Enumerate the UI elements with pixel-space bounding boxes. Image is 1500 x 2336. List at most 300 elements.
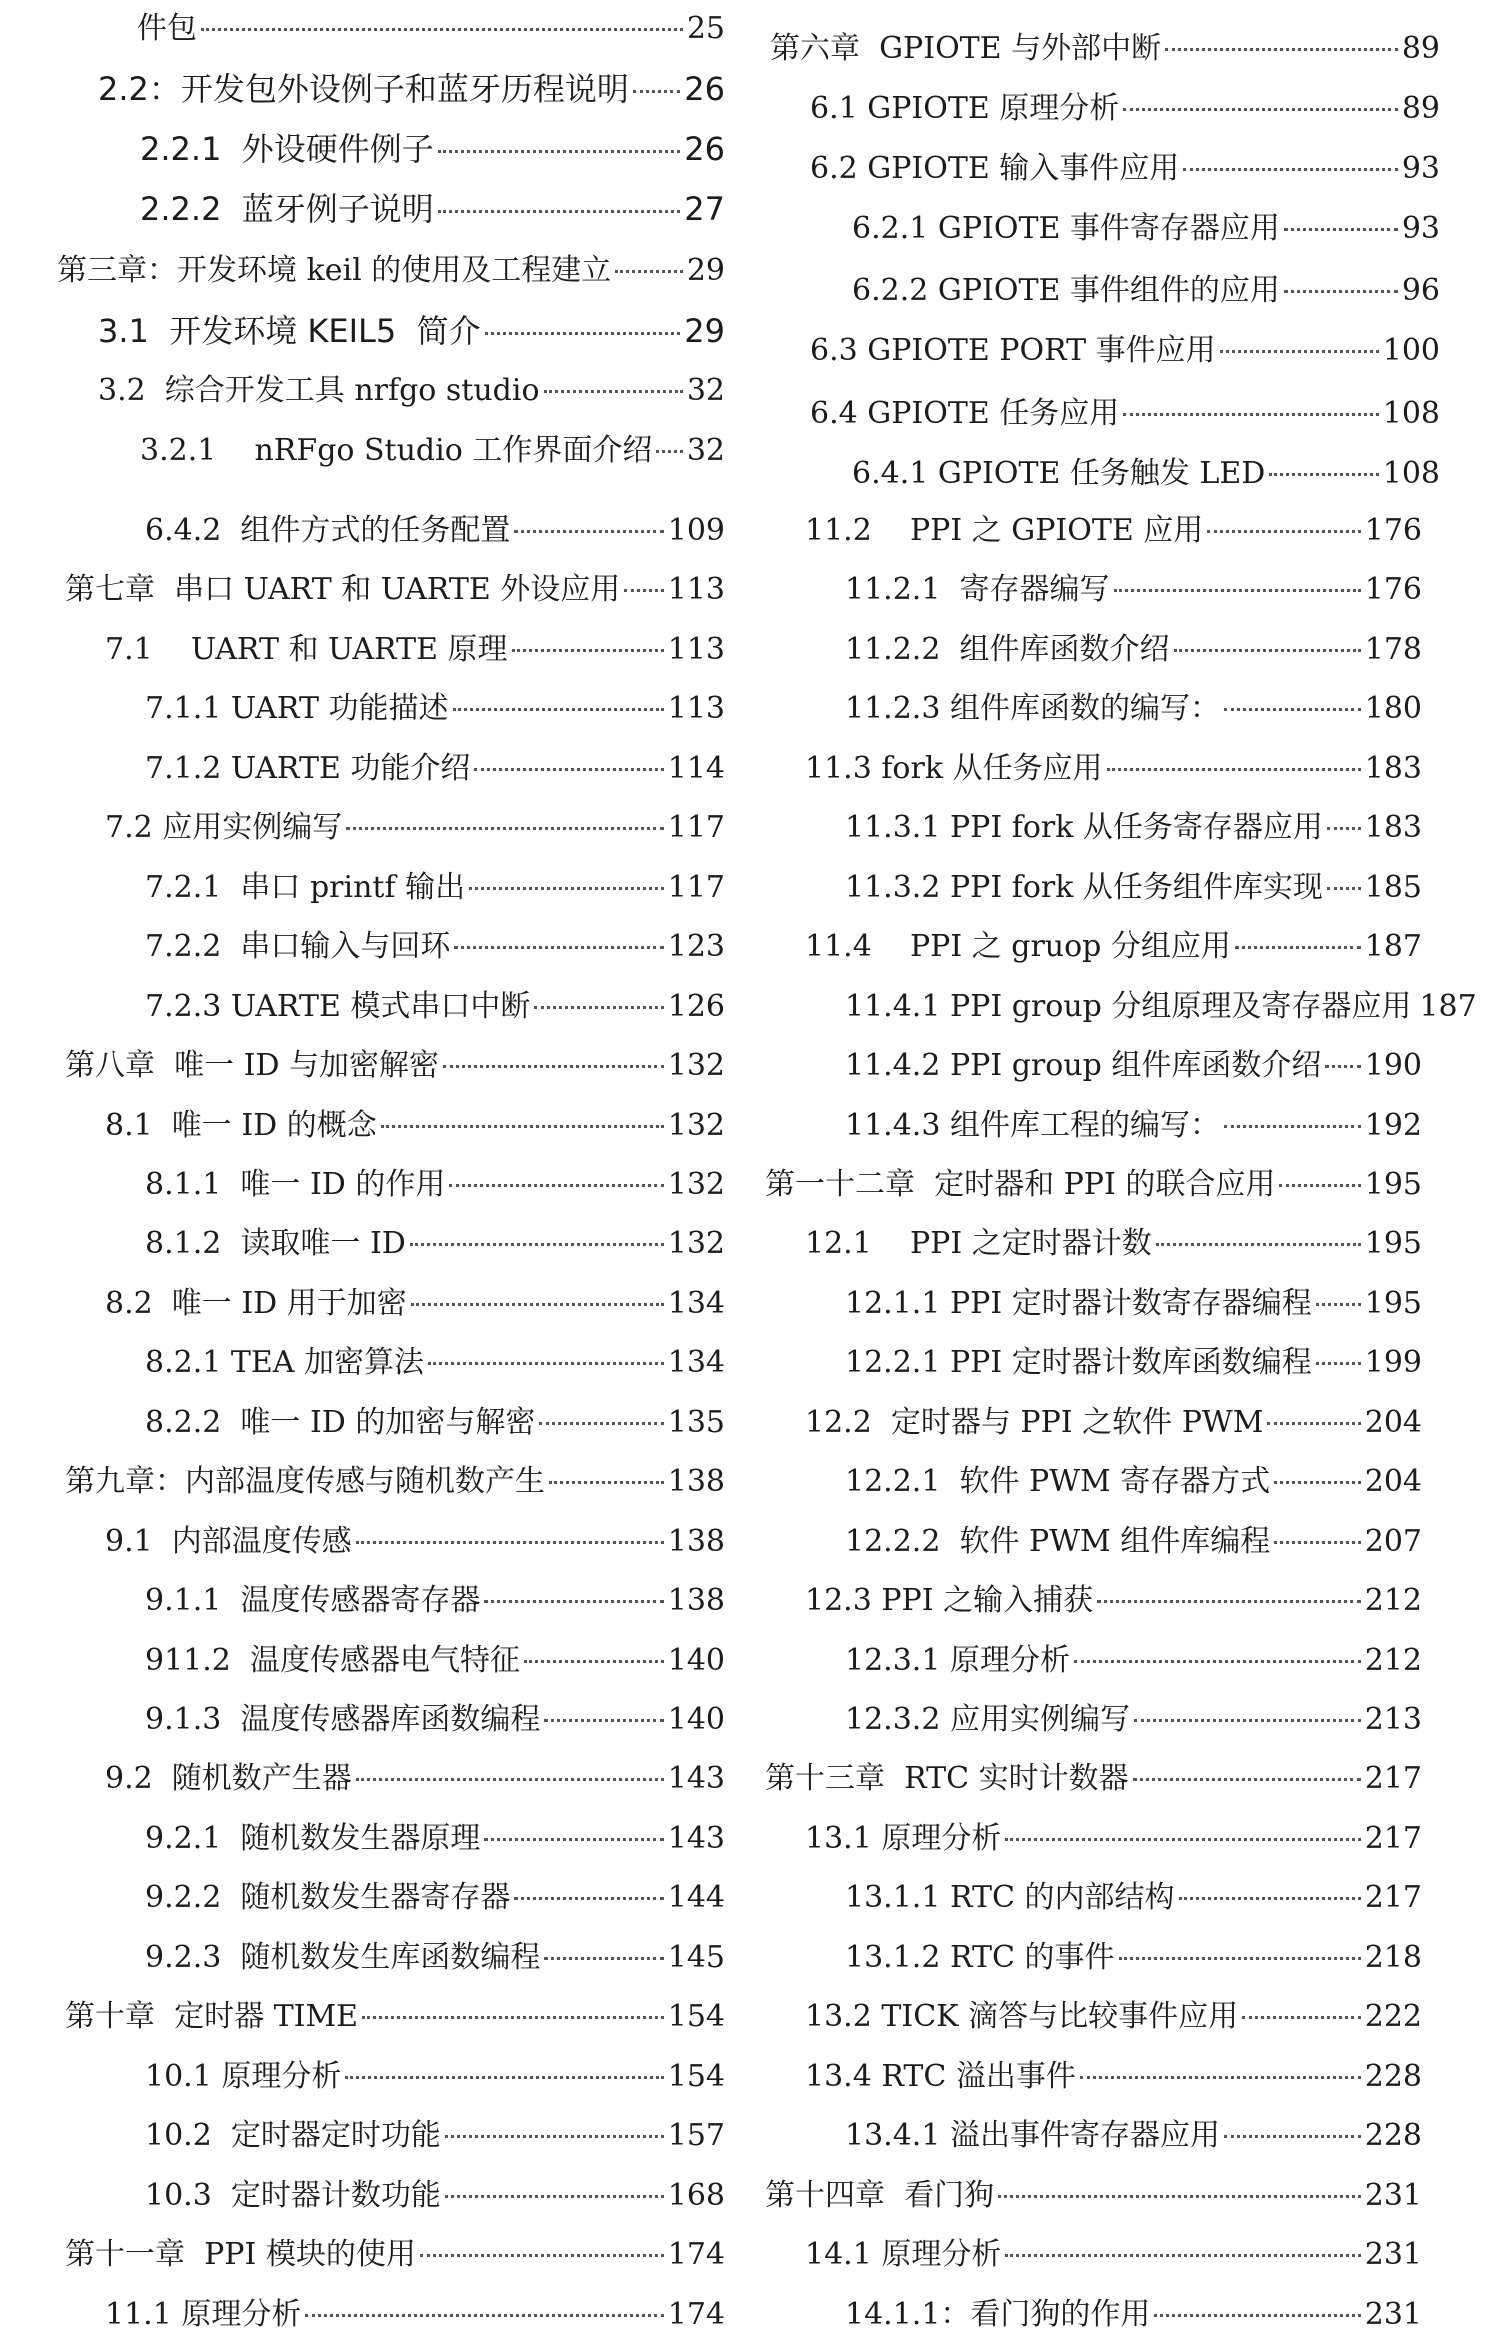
toc-entry[interactable] bbox=[845, 690, 1422, 730]
toc-entry[interactable] bbox=[845, 1285, 1422, 1325]
toc-entry-page-number: 117 bbox=[667, 810, 725, 845]
toc-entry-title: 6.4.2 组件方式的任务配置 bbox=[145, 513, 511, 548]
toc-entry[interactable] bbox=[145, 2117, 725, 2157]
toc-entry-title: 13.1 原理分析 bbox=[805, 1821, 1002, 1856]
toc-entry-title: 9.2 随机数产生器 bbox=[105, 1761, 352, 1796]
toc-entry-page-number: 132 bbox=[667, 1226, 725, 1261]
toc-entry[interactable] bbox=[805, 928, 1422, 968]
toc-entry[interactable] bbox=[805, 2236, 1422, 2276]
toc-dot-leader bbox=[1220, 350, 1379, 353]
toc-entry-page-number: 195 bbox=[1364, 1167, 1422, 1202]
toc-entry[interactable] bbox=[98, 70, 725, 110]
toc-entry-title: 7.2.3 UARTE 模式串口中断 bbox=[145, 989, 531, 1024]
toc-entry-page-number: 32 bbox=[686, 433, 725, 468]
toc-entry[interactable] bbox=[810, 90, 1440, 130]
toc-entry-title: 12.3 PPI 之输入捕获 bbox=[805, 1583, 1094, 1618]
toc-dot-leader bbox=[362, 2016, 664, 2019]
toc-entry[interactable] bbox=[805, 2058, 1422, 2098]
toc-entry[interactable] bbox=[65, 1463, 725, 1503]
toc-entry-title: 10.3 定时器计数功能 bbox=[145, 2178, 441, 2213]
toc-entry-page-number: 143 bbox=[667, 1821, 725, 1856]
toc-entry-title: 第三章：开发环境 keil 的使用及工程建立 bbox=[57, 253, 612, 288]
toc-entry[interactable] bbox=[145, 512, 725, 552]
toc-entry-title: 第一十二章 定时器和 PPI 的联合应用 bbox=[765, 1167, 1276, 1202]
toc-dot-leader bbox=[514, 530, 663, 533]
toc-dot-leader bbox=[1080, 2076, 1361, 2079]
toc-entry[interactable] bbox=[845, 2296, 1422, 2336]
toc-entry-page-number: 93 bbox=[1401, 151, 1440, 186]
toc-entry-page-number: 192 bbox=[1364, 1108, 1422, 1143]
toc-entry-title: 6.1 GPIOTE 原理分析 bbox=[810, 91, 1120, 126]
toc-entry-page-number: 222 bbox=[1364, 1999, 1422, 2034]
toc-entry-title: 6.4 GPIOTE 任务应用 bbox=[810, 396, 1120, 431]
toc-dot-leader bbox=[410, 1243, 664, 1246]
toc-entry-title: 14.1.1：看门狗的作用 bbox=[845, 2297, 1151, 2332]
toc-entry-page-number: 138 bbox=[667, 1583, 725, 1618]
toc-entry-title: 8.1 唯一 ID 的概念 bbox=[105, 1108, 377, 1143]
toc-entry[interactable] bbox=[845, 2117, 1422, 2157]
toc-entry-page-number: 140 bbox=[667, 1702, 725, 1737]
toc-dot-leader bbox=[1235, 946, 1361, 949]
toc-entry-page-number: 32 bbox=[686, 373, 725, 408]
toc-dot-leader bbox=[544, 390, 683, 393]
toc-entry[interactable] bbox=[845, 1107, 1422, 1147]
toc-entry[interactable] bbox=[145, 1225, 725, 1265]
toc-entry-page-number: 174 bbox=[667, 2237, 725, 2272]
toc-entry-title: 911.2 温度传感器电气特征 bbox=[145, 1643, 520, 1678]
toc-entry-page-number: 176 bbox=[1364, 513, 1422, 548]
toc-entry-page-number: 185 bbox=[1364, 870, 1422, 905]
toc-entry[interactable] bbox=[845, 631, 1422, 671]
toc-entry-title: 9.1.3 温度传感器库函数编程 bbox=[145, 1702, 541, 1737]
toc-entry-page-number: 134 bbox=[667, 1345, 725, 1380]
toc-dot-leader bbox=[1183, 168, 1398, 171]
toc-dot-leader bbox=[1267, 1422, 1360, 1425]
toc-entry-title: 11.4.1 PPI group 分组原理及寄存器应用 bbox=[845, 989, 1412, 1024]
toc-entry[interactable] bbox=[845, 1047, 1422, 1087]
toc-dot-leader bbox=[1274, 1481, 1360, 1484]
toc-entry[interactable] bbox=[810, 395, 1440, 435]
toc-entry-page-number: 212 bbox=[1364, 1583, 1422, 1618]
toc-entry-title: 10.2 定时器定时功能 bbox=[145, 2118, 441, 2153]
toc-entry-page-number: 134 bbox=[667, 1286, 725, 1321]
toc-entry-title: 13.4.1 溢出事件寄存器应用 bbox=[845, 2118, 1220, 2153]
toc-entry-title: 7.2 应用实例编写 bbox=[105, 810, 343, 845]
toc-entry[interactable] bbox=[805, 1404, 1422, 1444]
toc-entry[interactable] bbox=[57, 252, 725, 292]
toc-dot-leader bbox=[1284, 228, 1398, 231]
toc-entry-page-number: 96 bbox=[1401, 273, 1440, 308]
toc-entry-page-number: 138 bbox=[667, 1464, 725, 1499]
toc-entry-title: 6.2.2 GPIOTE 事件组件的应用 bbox=[852, 273, 1280, 308]
toc-dot-leader bbox=[1325, 1065, 1360, 1068]
toc-entry-page-number: 113 bbox=[667, 572, 725, 607]
toc-entry[interactable] bbox=[145, 1582, 725, 1622]
toc-dot-leader bbox=[438, 210, 681, 213]
toc-entry-page-number: 195 bbox=[1364, 1226, 1422, 1261]
toc-entry-page-number: 183 bbox=[1364, 810, 1422, 845]
toc-dot-leader bbox=[1133, 1778, 1361, 1781]
toc-entry-title: 8.2 唯一 ID 用于加密 bbox=[105, 1286, 407, 1321]
toc-dot-leader bbox=[445, 2195, 664, 2198]
toc-entry-title: 9.2.1 随机数发生器原理 bbox=[145, 1821, 481, 1856]
toc-entry-title: 12.2 定时器与 PPI 之软件 PWM bbox=[805, 1405, 1264, 1440]
toc-entry-title: 13.1.2 RTC 的事件 bbox=[845, 1940, 1115, 1975]
toc-entry-page-number: 132 bbox=[667, 1048, 725, 1083]
toc-entry[interactable] bbox=[145, 690, 725, 730]
toc-entry-page-number: 113 bbox=[667, 632, 725, 667]
toc-entry[interactable] bbox=[105, 809, 725, 849]
toc-entry-title: 第六章 GPIOTE 与外部中断 bbox=[770, 31, 1162, 66]
toc-entry-title: 12.3.2 应用实例编写 bbox=[845, 1702, 1130, 1737]
toc-entry[interactable] bbox=[810, 332, 1440, 372]
toc-entry-title: 6.2 GPIOTE 输入事件应用 bbox=[810, 151, 1180, 186]
toc-dot-leader bbox=[305, 2314, 663, 2317]
toc-entry-title: 第十四章 看门狗 bbox=[765, 2178, 995, 2213]
toc-entry[interactable] bbox=[98, 312, 725, 352]
toc-entry-page-number: 217 bbox=[1364, 1880, 1422, 1915]
toc-entry-title: 9.1 内部温度传感 bbox=[105, 1524, 352, 1559]
toc-dot-leader bbox=[1005, 2254, 1360, 2257]
toc-entry[interactable] bbox=[765, 2177, 1422, 2217]
toc-entry[interactable] bbox=[145, 869, 725, 909]
toc-dot-leader bbox=[1224, 708, 1361, 711]
toc-dot-leader bbox=[356, 1778, 664, 1781]
toc-entry[interactable] bbox=[145, 1642, 725, 1682]
toc-entry[interactable] bbox=[805, 512, 1422, 552]
toc-entry-page-number: 135 bbox=[667, 1405, 725, 1440]
toc-entry[interactable] bbox=[845, 869, 1422, 909]
toc-entry-page-number: 113 bbox=[667, 691, 725, 726]
toc-dot-leader bbox=[1097, 1600, 1361, 1603]
toc-entry[interactable] bbox=[65, 2236, 725, 2276]
toc-entry[interactable] bbox=[845, 988, 1477, 1028]
toc-entry-page-number: 176 bbox=[1364, 572, 1422, 607]
toc-entry-title: 件包 bbox=[137, 11, 197, 46]
toc-entry-page-number: 157 bbox=[667, 2118, 725, 2153]
toc-entry[interactable] bbox=[65, 1998, 725, 2038]
toc-entry-title: 11.3.1 PPI fork 从任务寄存器应用 bbox=[845, 810, 1323, 845]
toc-entry-page-number: 204 bbox=[1364, 1405, 1422, 1440]
toc-entry[interactable] bbox=[145, 1166, 725, 1206]
toc-entry[interactable] bbox=[140, 190, 725, 230]
toc-dot-leader bbox=[1316, 1362, 1361, 1365]
toc-dot-leader bbox=[1134, 1719, 1361, 1722]
toc-dot-leader bbox=[453, 708, 664, 711]
toc-entry[interactable] bbox=[852, 210, 1440, 250]
toc-entry-title: 11.4.3 组件库工程的编写： bbox=[845, 1108, 1220, 1143]
toc-entry[interactable] bbox=[145, 1701, 725, 1741]
toc-dot-leader bbox=[656, 450, 682, 453]
toc-entry-title: 11.2.2 组件库函数介绍 bbox=[845, 632, 1170, 667]
toc-entry-page-number: 29 bbox=[686, 253, 725, 288]
toc-entry-title: 第九章：内部温度传感与随机数产生 bbox=[65, 1464, 545, 1499]
toc-dot-leader bbox=[1119, 1957, 1361, 1960]
toc-entry-title: 11.2 PPI 之 GPIOTE 应用 bbox=[805, 513, 1204, 548]
toc-entry-page-number: 174 bbox=[667, 2297, 725, 2332]
toc-entry-page-number: 154 bbox=[667, 1999, 725, 2034]
toc-entry-page-number: 231 bbox=[1364, 2297, 1422, 2332]
toc-dot-leader bbox=[1165, 48, 1398, 51]
toc-entry-title: 2.2.1 外设硬件例子 bbox=[140, 130, 434, 168]
toc-entry[interactable] bbox=[845, 1939, 1422, 1979]
toc-dot-leader bbox=[633, 90, 680, 93]
toc-entry-page-number: 89 bbox=[1401, 91, 1440, 126]
toc-entry-title: 12.2.2 软件 PWM 组件库编程 bbox=[845, 1524, 1271, 1559]
toc-entry-title: 10.1 原理分析 bbox=[145, 2059, 342, 2094]
toc-entry[interactable] bbox=[137, 10, 725, 50]
toc-dot-leader bbox=[381, 1125, 664, 1128]
toc-entry-page-number: 231 bbox=[1364, 2178, 1422, 2213]
toc-dot-leader bbox=[1074, 1660, 1361, 1663]
toc-entry-page-number: 212 bbox=[1364, 1643, 1422, 1678]
toc-entry[interactable] bbox=[105, 1760, 725, 1800]
toc-entry[interactable] bbox=[805, 1820, 1422, 1860]
toc-entry-title: 8.1.1 唯一 ID 的作用 bbox=[145, 1167, 446, 1202]
toc-dot-leader bbox=[1224, 1125, 1361, 1128]
toc-entry[interactable] bbox=[805, 750, 1422, 790]
toc-entry-page-number: 132 bbox=[667, 1167, 725, 1202]
toc-entry-title: 8.2.1 TEA 加密算法 bbox=[145, 1345, 424, 1380]
toc-entry[interactable] bbox=[845, 809, 1422, 849]
toc-entry-page-number: 178 bbox=[1364, 632, 1422, 667]
toc-dot-leader bbox=[544, 1719, 663, 1722]
toc-entry-page-number: 154 bbox=[667, 2059, 725, 2094]
toc-dot-leader bbox=[1327, 887, 1361, 890]
toc-entry-page-number: 29 bbox=[684, 312, 725, 350]
toc-dot-leader bbox=[420, 2254, 664, 2257]
toc-entry-page-number: 126 bbox=[667, 989, 725, 1024]
toc-entry-title: 第十三章 RTC 实时计数器 bbox=[765, 1761, 1129, 1796]
toc-dot-leader bbox=[544, 1957, 663, 1960]
toc-entry-page-number: 25 bbox=[686, 11, 725, 46]
toc-dot-leader bbox=[1156, 1243, 1361, 1246]
toc-entry[interactable] bbox=[810, 150, 1440, 190]
toc-dot-leader bbox=[615, 270, 683, 273]
toc-entry[interactable] bbox=[845, 1642, 1422, 1682]
toc-entry-title: 7.2.1 串口 printf 输出 bbox=[145, 870, 466, 905]
toc-entry[interactable] bbox=[845, 1523, 1422, 1563]
toc-dot-leader bbox=[1207, 530, 1360, 533]
toc-entry-title: 13.4 RTC 溢出事件 bbox=[805, 2059, 1076, 2094]
toc-entry-page-number: 187 bbox=[1419, 989, 1477, 1024]
toc-entry-page-number: 183 bbox=[1364, 751, 1422, 786]
toc-dot-leader bbox=[484, 1600, 663, 1603]
toc-entry[interactable] bbox=[145, 1344, 725, 1384]
toc-entry[interactable] bbox=[65, 1047, 725, 1087]
toc-entry[interactable] bbox=[765, 1166, 1422, 1206]
toc-entry-title: 第八章 唯一 ID 与加密解密 bbox=[65, 1048, 440, 1083]
toc-entry-page-number: 187 bbox=[1364, 929, 1422, 964]
toc-entry[interactable] bbox=[145, 1404, 725, 1444]
toc-entry[interactable] bbox=[805, 1225, 1422, 1265]
toc-entry-page-number: 217 bbox=[1364, 1821, 1422, 1856]
toc-entry-title: 3.1 开发环境 KEIL5 简介 bbox=[98, 312, 481, 350]
toc-dot-leader bbox=[549, 1481, 664, 1484]
toc-entry-title: 第七章 串口 UART 和 UARTE 外设应用 bbox=[65, 572, 621, 607]
toc-dot-leader bbox=[624, 589, 663, 592]
toc-entry-page-number: 89 bbox=[1401, 31, 1440, 66]
toc-dot-leader bbox=[1005, 1838, 1360, 1841]
toc-entry-page-number: 213 bbox=[1364, 1702, 1422, 1737]
toc-dot-leader bbox=[998, 2195, 1361, 2198]
toc-dot-leader bbox=[524, 1660, 664, 1663]
toc-dot-leader bbox=[443, 1065, 664, 1068]
toc-entry[interactable] bbox=[805, 1998, 1422, 2038]
toc-dot-leader bbox=[1279, 1184, 1360, 1187]
toc-entry[interactable] bbox=[852, 455, 1440, 495]
toc-entry-page-number: 204 bbox=[1364, 1464, 1422, 1499]
toc-dot-leader bbox=[411, 1303, 664, 1306]
toc-entry-title: 11.1 原理分析 bbox=[105, 2297, 302, 2332]
toc-entry-title: 12.2.1 软件 PWM 寄存器方式 bbox=[845, 1464, 1271, 1499]
toc-entry[interactable] bbox=[105, 1107, 725, 1147]
toc-dot-leader bbox=[1274, 1541, 1360, 1544]
toc-entry[interactable] bbox=[98, 372, 725, 412]
toc-entry[interactable] bbox=[845, 571, 1422, 611]
toc-entry[interactable] bbox=[105, 2296, 725, 2336]
toc-entry-title: 8.2.2 唯一 ID 的加密与解密 bbox=[145, 1405, 536, 1440]
toc-dot-leader bbox=[1269, 473, 1378, 476]
toc-entry-title: 2.2.2 蓝牙例子说明 bbox=[140, 190, 434, 228]
toc-entry-title: 3.2.1 nRFgo Studio 工作界面介绍 bbox=[140, 433, 653, 468]
toc-entry-page-number: 140 bbox=[667, 1643, 725, 1678]
toc-entry[interactable] bbox=[845, 1879, 1422, 1919]
toc-dot-leader bbox=[1284, 290, 1398, 293]
toc-dot-leader bbox=[1179, 1897, 1361, 1900]
toc-entry[interactable] bbox=[140, 432, 725, 472]
toc-entry-page-number: 27 bbox=[684, 190, 725, 228]
toc-entry[interactable] bbox=[145, 750, 725, 790]
toc-entry[interactable] bbox=[145, 1879, 725, 1919]
toc-dot-leader bbox=[1123, 108, 1398, 111]
toc-dot-leader bbox=[469, 887, 664, 890]
toc-dot-leader bbox=[356, 1541, 664, 1544]
toc-entry-title: 11.2.3 组件库函数的编写： bbox=[845, 691, 1220, 726]
toc-entry-page-number: 218 bbox=[1364, 1940, 1422, 1975]
toc-entry-title: 7.1.2 UARTE 功能介绍 bbox=[145, 751, 471, 786]
toc-entry-page-number: 195 bbox=[1364, 1286, 1422, 1321]
toc-entry-title: 12.1 PPI 之定时器计数 bbox=[805, 1226, 1152, 1261]
toc-entry[interactable] bbox=[765, 1760, 1422, 1800]
toc-entry-title: 9.1.1 温度传感器寄存器 bbox=[145, 1583, 481, 1618]
toc-entry[interactable] bbox=[845, 1463, 1422, 1503]
toc-entry-page-number: 228 bbox=[1364, 2059, 1422, 2094]
toc-entry-title: 第十章 定时器 TIME bbox=[65, 1999, 359, 2034]
toc-entry[interactable] bbox=[770, 30, 1440, 70]
toc-dot-leader bbox=[1154, 2314, 1360, 2317]
toc-entry-page-number: 180 bbox=[1364, 691, 1422, 726]
toc-entry-title: 11.4.2 PPI group 组件库函数介绍 bbox=[845, 1048, 1322, 1083]
toc-dot-leader bbox=[1114, 589, 1361, 592]
toc-dot-leader bbox=[539, 1422, 663, 1425]
toc-dot-leader bbox=[454, 946, 663, 949]
toc-entry-title: 2.2：开发包外设例子和蓝牙历程说明 bbox=[98, 70, 629, 108]
toc-dot-leader bbox=[445, 2135, 664, 2138]
toc-entry-page-number: 143 bbox=[667, 1761, 725, 1796]
toc-entry-page-number: 207 bbox=[1364, 1524, 1422, 1559]
toc-entry-title: 9.2.2 随机数发生器寄存器 bbox=[145, 1880, 511, 1915]
toc-entry-page-number: 199 bbox=[1364, 1345, 1422, 1380]
toc-entry-page-number: 100 bbox=[1382, 333, 1440, 368]
toc-dot-leader bbox=[484, 1838, 663, 1841]
toc-entry-title: 13.2 TICK 滴答与比较事件应用 bbox=[805, 1999, 1239, 2034]
toc-entry-page-number: 114 bbox=[667, 751, 725, 786]
toc-dot-leader bbox=[1174, 649, 1361, 652]
toc-dot-leader bbox=[534, 1006, 663, 1009]
toc-entry-page-number: 144 bbox=[667, 1880, 725, 1915]
toc-entry[interactable] bbox=[845, 1701, 1422, 1741]
toc-entry-page-number: 108 bbox=[1382, 396, 1440, 431]
toc-entry-page-number: 132 bbox=[667, 1108, 725, 1143]
toc-entry-title: 9.2.3 随机数发生库函数编程 bbox=[145, 1940, 541, 1975]
toc-entry-title: 11.4 PPI 之 gruop 分组应用 bbox=[805, 929, 1231, 964]
toc-entry[interactable] bbox=[145, 2058, 725, 2098]
toc-entry-page-number: 108 bbox=[1382, 456, 1440, 491]
toc-entry[interactable] bbox=[145, 2177, 725, 2217]
toc-entry[interactable] bbox=[145, 988, 725, 1028]
toc-dot-leader bbox=[428, 1362, 664, 1365]
toc-entry-title: 12.1.1 PPI 定时器计数寄存器编程 bbox=[845, 1286, 1312, 1321]
toc-dot-leader bbox=[1123, 413, 1378, 416]
toc-entry[interactable] bbox=[845, 1344, 1422, 1384]
toc-dot-leader bbox=[514, 1897, 663, 1900]
toc-entry-title: 6.3 GPIOTE PORT 事件应用 bbox=[810, 333, 1216, 368]
toc-entry[interactable] bbox=[145, 1820, 725, 1860]
toc-dot-leader bbox=[438, 150, 681, 153]
toc-entry-page-number: 109 bbox=[667, 513, 725, 548]
toc-entry-page-number: 145 bbox=[667, 1940, 725, 1975]
toc-entry-page-number: 168 bbox=[667, 2178, 725, 2213]
toc-dot-leader bbox=[1242, 2016, 1361, 2019]
toc-dot-leader bbox=[1316, 1303, 1361, 1306]
toc-entry-title: 12.2.1 PPI 定时器计数库函数编程 bbox=[845, 1345, 1312, 1380]
toc-entry-title: 11.3 fork 从任务应用 bbox=[805, 751, 1103, 786]
toc-entry-page-number: 26 bbox=[684, 70, 725, 108]
toc-entry-page-number: 217 bbox=[1364, 1761, 1422, 1796]
toc-entry-title: 11.3.2 PPI fork 从任务组件库实现 bbox=[845, 870, 1323, 905]
toc-entry-page-number: 123 bbox=[667, 929, 725, 964]
toc-entry[interactable] bbox=[105, 1285, 725, 1325]
toc-entry-title: 14.1 原理分析 bbox=[805, 2237, 1002, 2272]
toc-dot-leader bbox=[1224, 2135, 1361, 2138]
toc-entry-title: 7.2.2 串口输入与回环 bbox=[145, 929, 451, 964]
toc-dot-leader bbox=[345, 2076, 663, 2079]
toc-dot-leader bbox=[449, 1184, 663, 1187]
toc-entry[interactable] bbox=[805, 1582, 1422, 1622]
toc-dot-leader bbox=[1107, 768, 1361, 771]
toc-dot-leader bbox=[201, 28, 683, 31]
toc-entry[interactable] bbox=[140, 130, 725, 170]
toc-entry[interactable] bbox=[145, 1939, 725, 1979]
toc-entry[interactable] bbox=[852, 272, 1440, 312]
toc-entry-title: 11.2.1 寄存器编写 bbox=[845, 572, 1110, 607]
toc-entry-title: 6.4.1 GPIOTE 任务触发 LED bbox=[852, 456, 1266, 491]
toc-entry-title: 7.1.1 UART 功能描述 bbox=[145, 691, 449, 726]
toc-entry-title: 第十一章 PPI 模块的使用 bbox=[65, 2237, 416, 2272]
toc-entry-page-number: 93 bbox=[1401, 211, 1440, 246]
toc-dot-leader bbox=[485, 332, 681, 335]
toc-entry-page-number: 231 bbox=[1364, 2237, 1422, 2272]
toc-entry-page-number: 117 bbox=[667, 870, 725, 905]
toc-entry-page-number: 190 bbox=[1364, 1048, 1422, 1083]
toc-entry[interactable] bbox=[105, 631, 725, 671]
toc-dot-leader bbox=[474, 768, 663, 771]
toc-entry[interactable] bbox=[145, 928, 725, 968]
toc-entry[interactable] bbox=[105, 1523, 725, 1563]
toc-entry-title: 6.2.1 GPIOTE 事件寄存器应用 bbox=[852, 211, 1280, 246]
toc-entry[interactable] bbox=[65, 571, 725, 611]
